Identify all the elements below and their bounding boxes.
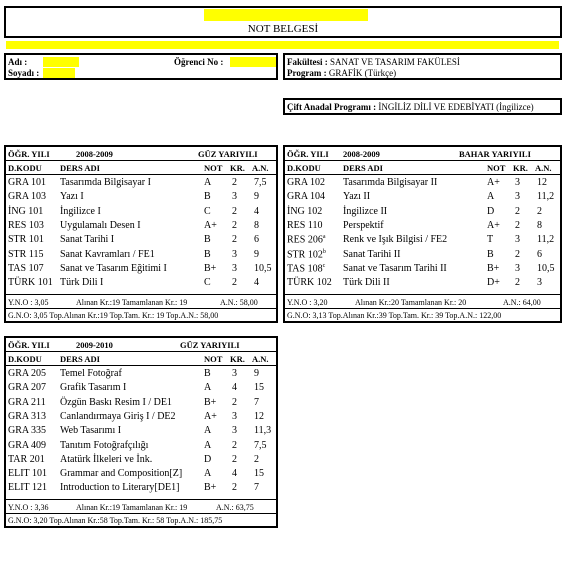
course-name: İngilizce I — [60, 205, 101, 217]
course-name: Tanıtım Fotoğrafçılığı — [60, 439, 149, 451]
course-code: STR 115 — [8, 248, 44, 260]
col-name: DERS ADI — [60, 354, 100, 364]
course-code: TÜRK 102 — [287, 277, 332, 289]
term-label: GÜZ YARIYILI — [180, 340, 240, 350]
divider — [6, 499, 276, 500]
col-credit: KR. — [230, 163, 245, 173]
credits-taken: Alınan Kr.:19 Tamamlanan Kr.: 19 — [76, 503, 188, 512]
course-row — [6, 468, 276, 482]
program-line — [287, 68, 396, 78]
course-code-with-note — [287, 263, 325, 274]
divider — [6, 365, 276, 366]
gno: G.N.O: 3,20 Top.Alınan Kr.:58 Top.Tam. Kr.: 58 Top.A.N.: 185,75 — [8, 516, 223, 525]
course-code: TÜRK 101 — [8, 277, 53, 289]
course-credit: 3 — [232, 248, 237, 260]
course-name: Uygulamalı Desen I — [60, 219, 141, 231]
course-row — [6, 482, 276, 496]
term-an: A.N.: 63,75 — [216, 503, 254, 512]
course-code: İNG 101 — [8, 205, 44, 217]
course-row — [6, 206, 276, 220]
course-an: 7,5 — [254, 177, 267, 188]
course-credit: 2 — [232, 205, 237, 217]
course-code: İNG 102 — [287, 205, 323, 217]
credits-taken: Alınan Kr.:20 Tamamlanan Kr.: 20 — [355, 298, 467, 307]
course-name: Atatürk İlkeleri ve İnk. — [60, 453, 153, 465]
student-number-label: Öğrenci No : — [174, 57, 224, 67]
course-name: Perspektif — [343, 219, 384, 231]
divider — [6, 513, 276, 514]
gno: G.N.O: 3,13 Top.Alınan Kr.:39 Top.Tam. Kr.: 39 Top.A.N.: 122,00 — [287, 311, 502, 320]
footnote-marker: b — [322, 248, 326, 255]
course-credit: 2 — [515, 205, 520, 217]
course-an: 3 — [537, 277, 542, 289]
course-grade: D — [204, 453, 212, 465]
course-row — [285, 220, 560, 234]
divider — [285, 308, 560, 309]
course-name: İngilizce II — [343, 205, 388, 217]
col-an: A.N. — [252, 354, 269, 364]
term-an: A.N.: 58,00 — [220, 298, 258, 307]
course-name: Yazı II — [343, 191, 371, 203]
course-code: GRA 101 — [8, 177, 47, 188]
course-an: 10,5 — [254, 262, 272, 274]
divider — [285, 174, 560, 175]
col-an: A.N. — [252, 163, 269, 173]
course-name: Grafik Tasarım I — [60, 382, 127, 394]
col-code: D.KODU — [287, 163, 321, 173]
course-grade: B+ — [204, 396, 217, 408]
course-name: Tasarımda Bilgisayar I — [60, 177, 151, 188]
course-code: ELIT 121 — [8, 482, 47, 494]
col-name: DERS ADI — [343, 163, 383, 173]
name-label: Adı : — [8, 57, 28, 67]
course-name: Türk Dili I — [60, 277, 104, 289]
course-row — [285, 263, 560, 277]
yno: Y.N.O : 3,05 — [8, 298, 49, 307]
surname-label: Soyadı : — [8, 68, 40, 78]
course-an: 12 — [254, 410, 264, 422]
course-name: Introduction to Literary[DE1] — [60, 482, 180, 494]
course-code: GRA 313 — [8, 410, 47, 422]
course-code: RES 110 — [287, 219, 323, 231]
course-row — [6, 454, 276, 468]
course-an: 2 — [254, 453, 259, 465]
course-row — [6, 382, 276, 396]
course-an: 11,2 — [537, 234, 555, 246]
course-grade: B — [204, 234, 211, 246]
course-row — [6, 411, 276, 425]
semester-box-2009-spring — [283, 145, 562, 323]
divider — [6, 308, 276, 309]
course-name: Renk ve Işık Bilgisi / FE2 — [343, 234, 448, 246]
redacted-highlight — [6, 41, 559, 49]
year-label: ÖĞR. YILI — [8, 149, 50, 159]
course-an: 11,3 — [254, 425, 272, 437]
course-credit: 3 — [232, 262, 237, 274]
course-row — [6, 368, 276, 382]
course-row — [6, 191, 276, 205]
course-credit: 3 — [515, 177, 520, 188]
course-credit: 4 — [232, 468, 237, 480]
course-row — [6, 263, 276, 277]
course-code: ELIT 101 — [8, 468, 47, 480]
semester-box-2008-fall — [4, 145, 278, 323]
course-grade: B — [204, 248, 211, 260]
course-an: 15 — [254, 468, 264, 480]
course-name: Web Tasarımı I — [60, 425, 122, 437]
course-credit: 2 — [232, 482, 237, 494]
course-row — [285, 206, 560, 220]
course-code: GRA 205 — [8, 368, 47, 379]
course-credit: 3 — [515, 262, 520, 274]
faculty-label: Fakültesi : — [287, 57, 328, 67]
footnote-marker: a — [322, 234, 326, 241]
course-code: GRA 207 — [8, 382, 47, 394]
course-grade: A — [204, 439, 212, 451]
course-name: Grammar and Composition[Z] — [60, 468, 183, 480]
double-major-value: İNGİLİZ DİLİ VE EDEBİYATI (İngilizce) — [378, 102, 534, 112]
course-credit: 3 — [232, 410, 237, 422]
course-name: Sanat Kavramları / FE1 — [60, 248, 155, 260]
term-an: A.N.: 64,00 — [503, 298, 541, 307]
course-code: GRA 211 — [8, 396, 46, 408]
course-an: 7 — [254, 396, 259, 408]
course-row — [285, 177, 560, 191]
surname-redacted — [43, 68, 75, 78]
course-row — [285, 234, 560, 248]
faculty-box — [283, 53, 562, 80]
double-major-line — [287, 102, 534, 112]
course-credit: 2 — [515, 248, 520, 260]
course-row — [6, 425, 276, 439]
course-grade: B — [204, 368, 211, 379]
course-code: RES 206 — [287, 234, 323, 246]
course-an: 7,5 — [254, 439, 267, 451]
program-value: GRAFİK (Türkçe) — [328, 68, 397, 78]
title-box — [4, 6, 562, 38]
course-grade: A+ — [204, 219, 217, 231]
course-an: 4 — [254, 277, 259, 289]
course-name: Yazı I — [60, 191, 84, 203]
col-credit: KR. — [513, 163, 528, 173]
course-code-with-note — [287, 249, 326, 260]
course-an: 8 — [254, 219, 259, 231]
year-value: 2008-2009 — [76, 149, 113, 159]
course-an: 4 — [254, 205, 259, 217]
course-credit: 2 — [232, 277, 237, 289]
student-number-redacted — [230, 57, 276, 67]
course-row — [6, 177, 276, 191]
semester-box-2009-fall — [4, 336, 278, 528]
course-grade: C — [204, 277, 211, 289]
course-credit: 2 — [232, 453, 237, 465]
course-code: GRA 104 — [287, 191, 326, 203]
course-row — [6, 397, 276, 411]
course-credit: 2 — [515, 219, 520, 231]
course-grade: A — [204, 425, 212, 437]
divider — [6, 351, 276, 352]
course-name: Sanat ve Tasarım Tarihi II — [343, 262, 447, 274]
course-an: 7 — [254, 482, 259, 494]
course-code: GRA 103 — [8, 191, 47, 203]
course-code: TAR 201 — [8, 453, 45, 465]
course-name: Tasarımda Bilgisayar II — [343, 177, 438, 188]
divider — [6, 174, 276, 175]
course-code: TAS 108 — [287, 263, 323, 275]
yno: Y.N.O : 3,36 — [8, 503, 49, 512]
course-grade: C — [204, 205, 211, 217]
course-an: 9 — [254, 191, 259, 203]
course-name: Temel Fotoğraf — [60, 368, 122, 379]
gno: G.N.O: 3,05 Top.Alınan Kr.:19 Top.Tam. Kr.: 19 Top.A.N.: 58,00 — [8, 311, 219, 320]
course-code: STR 102 — [287, 248, 323, 260]
year-value: 2009-2010 — [76, 340, 113, 350]
course-credit: 3 — [232, 368, 237, 379]
course-grade: A — [487, 191, 495, 203]
double-major-label: Çift Anadal Programı : — [287, 102, 377, 112]
faculty-line — [287, 57, 460, 67]
col-grade: NOT — [204, 163, 223, 173]
course-grade: A — [204, 468, 212, 480]
course-grade: D+ — [487, 277, 500, 289]
course-an: 8 — [537, 219, 542, 231]
student-info-box — [4, 53, 278, 80]
term-label: BAHAR YARIYILI — [459, 149, 531, 159]
course-row — [285, 249, 560, 263]
course-an: 9 — [254, 368, 259, 379]
course-credit: 2 — [232, 439, 237, 451]
course-grade: A+ — [204, 410, 217, 422]
col-code: D.KODU — [8, 163, 42, 173]
course-row — [6, 234, 276, 248]
course-an: 15 — [254, 382, 264, 394]
course-row — [6, 249, 276, 263]
name-redacted — [43, 57, 79, 67]
course-credit: 2 — [232, 177, 237, 188]
course-name: Sanat ve Tasarım Eğitimi I — [60, 262, 167, 274]
course-code: RES 103 — [8, 219, 44, 231]
course-row — [6, 220, 276, 234]
redacted-highlight — [204, 9, 368, 21]
course-row — [6, 277, 276, 291]
double-major-box — [283, 98, 562, 115]
course-row — [285, 191, 560, 205]
course-row — [285, 277, 560, 291]
course-an: 6 — [537, 248, 542, 260]
course-an: 9 — [254, 248, 259, 260]
course-an: 11,2 — [537, 191, 555, 203]
course-name: Türk Dili II — [343, 277, 390, 289]
year-label: ÖĞR. YILI — [287, 149, 329, 159]
course-credit: 3 — [232, 425, 237, 437]
course-grade: B — [204, 191, 211, 203]
col-an: A.N. — [535, 163, 552, 173]
faculty-value: SANAT VE TASARIM FAKÜLESİ — [330, 57, 460, 67]
course-grade: B+ — [204, 262, 217, 274]
col-name: DERS ADI — [60, 163, 100, 173]
divider — [6, 160, 276, 161]
course-credit: 3 — [515, 191, 520, 203]
course-grade: B+ — [204, 482, 217, 494]
year-label: ÖĞR. YILI — [8, 340, 50, 350]
course-credit: 3 — [515, 234, 520, 246]
course-an: 12 — [537, 177, 547, 188]
term-label: GÜZ YARIYILI — [198, 149, 258, 159]
course-an: 10,5 — [537, 262, 555, 274]
yno: Y.N.O : 3,20 — [287, 298, 328, 307]
course-grade: D — [487, 205, 495, 217]
course-code: STR 101 — [8, 234, 44, 246]
program-label: Program : — [287, 68, 327, 78]
course-name: Canlandırmaya Giriş I / DE2 — [60, 410, 176, 422]
course-code: GRA 409 — [8, 439, 47, 451]
col-grade: NOT — [487, 163, 506, 173]
col-code: D.KODU — [8, 354, 42, 364]
course-code: TAS 107 — [8, 262, 44, 274]
course-grade: T — [487, 234, 494, 246]
course-an: 2 — [537, 205, 542, 217]
course-credit: 2 — [515, 277, 520, 289]
col-credit: KR. — [230, 354, 245, 364]
course-grade: A+ — [487, 177, 500, 188]
divider — [285, 160, 560, 161]
course-name: Özgün Baskı Resim I / DE1 — [60, 396, 172, 408]
footnote-marker: c — [322, 262, 326, 269]
course-credit: 2 — [232, 234, 237, 246]
course-grade: B — [487, 248, 494, 260]
course-an: 6 — [254, 234, 259, 246]
divider — [6, 294, 276, 295]
course-code-with-note — [287, 234, 326, 245]
course-code: GRA 102 — [287, 177, 326, 188]
course-name: Sanat Tarihi II — [343, 248, 401, 260]
course-credit: 3 — [232, 191, 237, 203]
course-name: Sanat Tarihi I — [60, 234, 115, 246]
credits-taken: Alınan Kr.:19 Tamamlanan Kr.: 19 — [76, 298, 188, 307]
course-credit: 2 — [232, 396, 237, 408]
document-title: NOT BELGESİ — [247, 23, 319, 35]
course-grade: A+ — [487, 219, 500, 231]
course-grade: A — [204, 382, 212, 394]
course-credit: 2 — [232, 219, 237, 231]
course-row — [6, 440, 276, 454]
course-grade: B+ — [487, 262, 500, 274]
year-value: 2008-2009 — [343, 149, 380, 159]
divider — [285, 294, 560, 295]
col-grade: NOT — [204, 354, 223, 364]
course-code: GRA 335 — [8, 425, 47, 437]
course-grade: A — [204, 177, 212, 188]
course-credit: 4 — [232, 382, 237, 394]
